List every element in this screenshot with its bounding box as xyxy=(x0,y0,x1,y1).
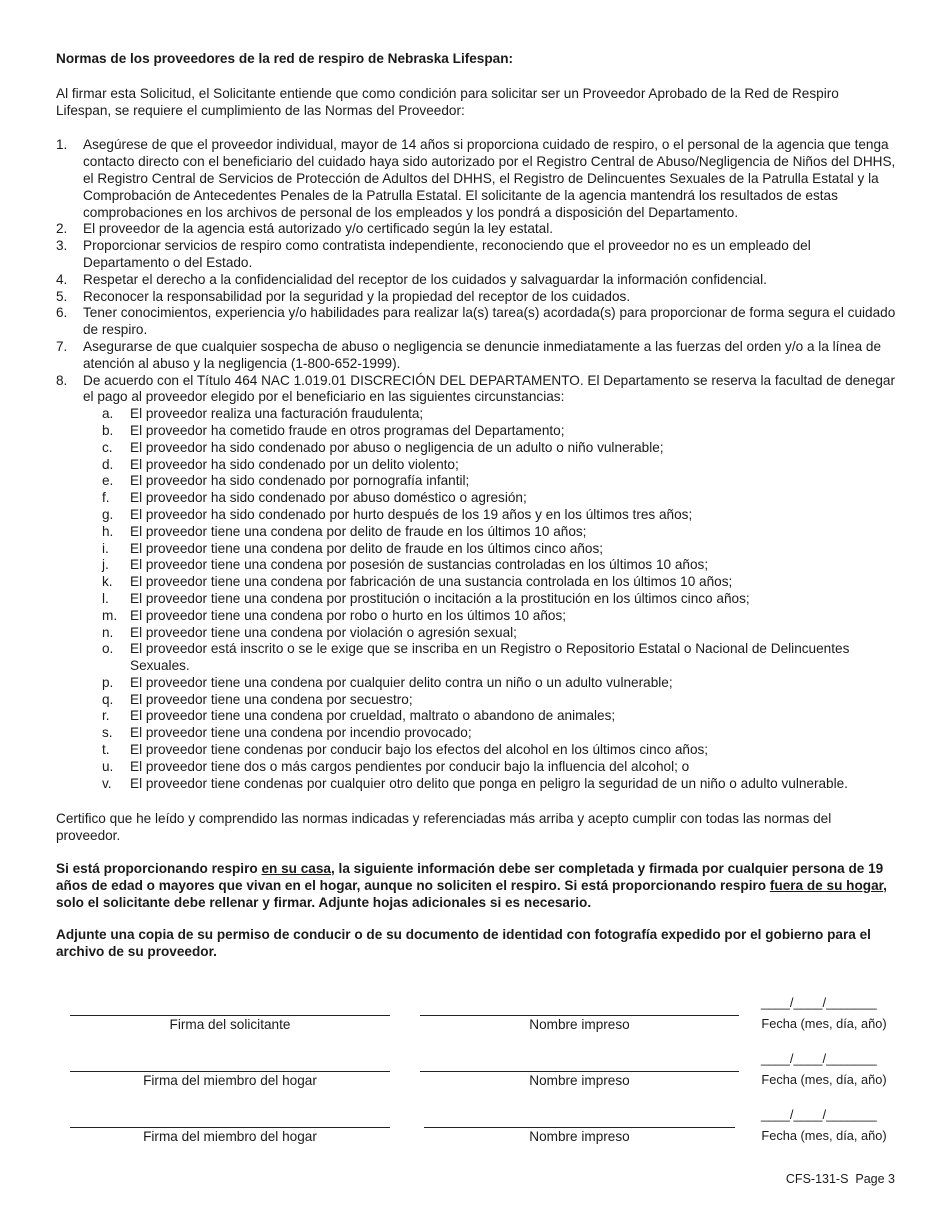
sub-text: El proveedor tiene una condena por violación o agresión sexual; xyxy=(130,624,517,640)
sub-text: El proveedor ha sido condenado por abuso doméstico o agresión; xyxy=(130,490,527,506)
applicant-signature-line[interactable] xyxy=(70,1001,390,1016)
printed-name-label: Nombre impreso xyxy=(529,1129,630,1144)
sub-item xyxy=(83,591,896,608)
sub-text: El proveedor realiza una facturación fraudulenta; xyxy=(130,406,424,422)
rule-number: 1. xyxy=(56,137,68,153)
sub-text: El proveedor ha cometido fraude en otros programas del Departamento; xyxy=(130,422,565,438)
sub-letter: k. xyxy=(102,574,113,590)
notice-text: Si está proporcionando respiro xyxy=(56,861,262,877)
rule-number: 7. xyxy=(56,338,68,354)
sub-item xyxy=(83,625,896,642)
signature-row-household-1 xyxy=(0,1051,950,1097)
signature-label: Firma del miembro del hogar xyxy=(143,1129,317,1144)
rule-item xyxy=(56,137,896,221)
signature-label: Firma del solicitante xyxy=(169,1017,291,1032)
sub-text: El proveedor tiene condenas por conducir bajo los efectos del alcohol en los últimos cinco años; xyxy=(130,742,709,758)
sub-item xyxy=(83,557,896,574)
sub-item xyxy=(83,608,896,625)
sub-letter: p. xyxy=(102,674,114,690)
rule-number: 6. xyxy=(56,305,68,321)
sub-text: El proveedor ha sido condenado por pornografía infantil; xyxy=(130,473,470,489)
rule-item xyxy=(56,272,896,289)
sub-item xyxy=(83,708,896,725)
printed-name-label: Nombre impreso xyxy=(529,1073,630,1088)
notice-text: , la siguiente información debe ser completada y firmada por cualquier persona de 19 años de edad o mayores que vivan en el hogar, aunque no soliciten el respiro. Si está proporcionando respiro xyxy=(56,861,884,893)
sub-item xyxy=(83,776,896,793)
discretion-sublist xyxy=(83,406,896,792)
sub-letter: g. xyxy=(102,506,114,522)
rule-item xyxy=(56,289,896,306)
household-signature-line[interactable] xyxy=(70,1113,390,1128)
notice-underline-in-home: en su casa xyxy=(261,861,331,877)
sub-letter: t. xyxy=(102,742,110,758)
date-label: Fecha (mes, día, año) xyxy=(761,1016,887,1031)
sub-letter: b. xyxy=(102,422,114,438)
sub-item xyxy=(83,490,896,507)
rule-item xyxy=(56,305,896,339)
sub-text: El proveedor está inscrito o se le exige que se inscriba en un Registro o Repositorio Estatal o Nacional de Delincuentes Sexuales. xyxy=(130,641,850,674)
certification-statement: Certifico que he leído y comprendido las normas indicadas y referenciadas más arriba y acepto cumplir con todas las normas del proveedor. xyxy=(56,811,832,844)
sub-text: El proveedor tiene una condena por incendio provocado; xyxy=(130,725,472,741)
intro-paragraph: Al firmar esta Solicitud, el Solicitante entiende que como condición para solicitar ser un Proveedor Aprobado de la Red de Respiro Lifespan, se requiere el cumplimiento de las Normas del Proveedor: xyxy=(56,85,839,118)
printed-name-line[interactable] xyxy=(424,1113,735,1128)
sub-letter: h. xyxy=(102,523,114,539)
sub-text: El proveedor ha sido condenado por abuso o negligencia de un adulto o niño vulnerable; xyxy=(130,439,664,455)
rule-text: Proporcionar servicios de respiro como contratista independiente, reconociendo que el proveedor no es un empleado del Departamento o del Estado. xyxy=(83,238,811,270)
sub-letter: s. xyxy=(102,725,113,741)
sub-letter: f. xyxy=(102,490,110,506)
sub-item xyxy=(83,423,896,440)
date-field[interactable]: ____/____/_______ xyxy=(761,1051,877,1066)
rule-text: Tener conocimientos, experiencia y/o habilidades para realizar la(s) tarea(s) acordada(s) para proporcionar de forma segura el cuidado de respiro. xyxy=(83,305,896,338)
household-notice xyxy=(56,861,896,911)
printed-name-line[interactable] xyxy=(420,1001,739,1016)
sub-letter: q. xyxy=(102,691,114,707)
date-field[interactable]: ____/____/_______ xyxy=(761,1107,877,1122)
signature-row-household-2 xyxy=(0,1107,950,1153)
sub-letter: v. xyxy=(102,775,112,791)
id-notice: Adjunte una copia de su permiso de conducir o de su documento de identidad con fotografía expedido por el gobierno para el archivo de su proveedor. xyxy=(56,927,871,960)
rule-item xyxy=(56,373,896,793)
sub-item xyxy=(83,473,896,490)
rule-text: Asegurarse de que cualquier sospecha de abuso o negligencia se denuncie inmediatamente a las fuerzas del orden y/o a la línea de atención al abuso y la negligencia (1-800-652-1999). xyxy=(83,338,882,371)
sub-letter: j. xyxy=(102,557,109,573)
sub-letter: m. xyxy=(102,607,118,623)
sub-text: El proveedor tiene una condena por posesión de sustancias controladas en los últimos 10 años; xyxy=(130,557,709,573)
household-signature-line[interactable] xyxy=(70,1057,390,1072)
sub-item xyxy=(83,692,896,709)
rule-number: 2. xyxy=(56,221,68,237)
sub-text: El proveedor tiene una condena por prostitución o incitación a la prostitución en los últimos cinco años; xyxy=(130,590,750,606)
printed-name-line[interactable] xyxy=(420,1057,739,1072)
rule-number: 8. xyxy=(56,372,68,388)
page-title: Normas de los proveedores de la red de respiro de Nebraska Lifespan: xyxy=(56,51,514,66)
date-field[interactable]: ____/____/_______ xyxy=(761,995,877,1010)
sub-text: El proveedor tiene una condena por crueldad, maltrato o abandono de animales; xyxy=(130,708,616,724)
sub-text: El proveedor ha sido condenado por hurto después de los 19 años y en los últimos tres años; xyxy=(130,506,693,522)
sub-item xyxy=(83,524,896,541)
sub-letter: e. xyxy=(102,473,114,489)
sub-text: El proveedor tiene una condena por secuestro; xyxy=(130,691,413,707)
document-body xyxy=(56,51,896,961)
sub-text: El proveedor tiene una condena por robo o hurto en los últimos 10 años; xyxy=(130,607,567,623)
sub-item xyxy=(83,541,896,558)
rule-item xyxy=(56,221,896,238)
sub-text: El proveedor tiene una condena por delito de fraude en los últimos cinco años; xyxy=(130,540,604,556)
sub-item xyxy=(83,507,896,524)
rule-item xyxy=(56,339,896,373)
sub-item xyxy=(83,574,896,591)
sub-item xyxy=(83,440,896,457)
signature-label: Firma del miembro del hogar xyxy=(143,1073,317,1088)
sub-text: El proveedor ha sido condenado por un delito violento; xyxy=(130,456,459,472)
sub-item xyxy=(83,725,896,742)
rule-number: 4. xyxy=(56,271,68,287)
sub-letter: i. xyxy=(102,540,109,556)
sub-letter: d. xyxy=(102,456,114,472)
sub-letter: c. xyxy=(102,439,113,455)
notice-underline-outside-home: fuera de su hogar xyxy=(769,877,884,893)
rule-item xyxy=(56,238,896,272)
rule-text: De acuerdo con el Título 464 NAC 1.019.01 DISCRECIÓN DEL DEPARTAMENTO. El Departamento se reserva la facultad de denegar el pago al proveedor elegido por el beneficiario en las siguientes circunstancias: xyxy=(83,372,895,405)
notice-text: , solo el solicitante debe rellenar y firmar. Adjunte hojas adicionales si es necesario. xyxy=(56,877,887,910)
sub-letter: l. xyxy=(102,590,109,606)
sub-item xyxy=(83,457,896,474)
sub-item xyxy=(83,742,896,759)
sub-item xyxy=(83,675,896,692)
sub-letter: r. xyxy=(102,708,110,724)
sub-text: El proveedor tiene una condena por delito de fraude en los últimos 10 años; xyxy=(130,523,587,539)
sub-item xyxy=(83,406,896,423)
rule-number: 5. xyxy=(56,288,68,304)
signature-row-applicant xyxy=(0,995,950,1041)
sub-text: El proveedor tiene una condena por fabricación de una sustancia controlada en los últimos 10 años; xyxy=(130,574,733,590)
rule-number: 3. xyxy=(56,238,68,254)
sub-text: El proveedor tiene dos o más cargos pendientes por conducir bajo la influencia del alcohol; o xyxy=(130,758,690,774)
date-label: Fecha (mes, día, año) xyxy=(761,1072,887,1087)
sub-letter: u. xyxy=(102,758,114,774)
printed-name-label: Nombre impreso xyxy=(529,1017,630,1032)
provider-rules-list xyxy=(56,137,896,792)
date-label: Fecha (mes, día, año) xyxy=(761,1128,887,1143)
rule-text: Reconocer la responsabilidad por la seguridad y la propiedad del receptor de los cuidados. xyxy=(83,288,631,304)
page-footer: CFS-131-S Page 3 xyxy=(785,1172,895,1186)
sub-letter: n. xyxy=(102,624,114,640)
sub-item xyxy=(83,641,896,675)
rule-text: El proveedor de la agencia está autorizado y/o certificado según la ley estatal. xyxy=(83,221,554,237)
sub-letter: a. xyxy=(102,406,114,422)
sub-text: El proveedor tiene condenas por cualquier otro delito que ponga en peligro la seguridad de un niño o adulto vulnerable. xyxy=(130,775,848,791)
sub-letter: o. xyxy=(102,641,114,657)
rule-text: Asegúrese de que el proveedor individual, mayor de 14 años si proporciona cuidado de respiro, o el personal de la agencia que tenga contacto directo con el beneficiario del cuidado haya sido autorizado por el Registro Central de Abuso/Negligencia de Niños del DHHS, el Registro Central de Servicios de Protección de Adultos del DHHS, el Registro de Delincuentes Sexuales de la Patrulla Estatal y la Comprobación de Antecedentes Penales de la Patrulla Estatal. El solicitante de la agencia mantendrá los resultados de estas comprobaciones en los archivos de personal de los empleados y los pondrá a disposición del Departamento. xyxy=(83,137,896,220)
sub-item xyxy=(83,759,896,776)
sub-text: El proveedor tiene una condena por cualquier delito contra un niño o un adulto vulnerable; xyxy=(130,674,673,690)
rule-text: Respetar el derecho a la confidencialidad del receptor de los cuidados y salvaguardar la información confidencial. xyxy=(83,271,767,287)
